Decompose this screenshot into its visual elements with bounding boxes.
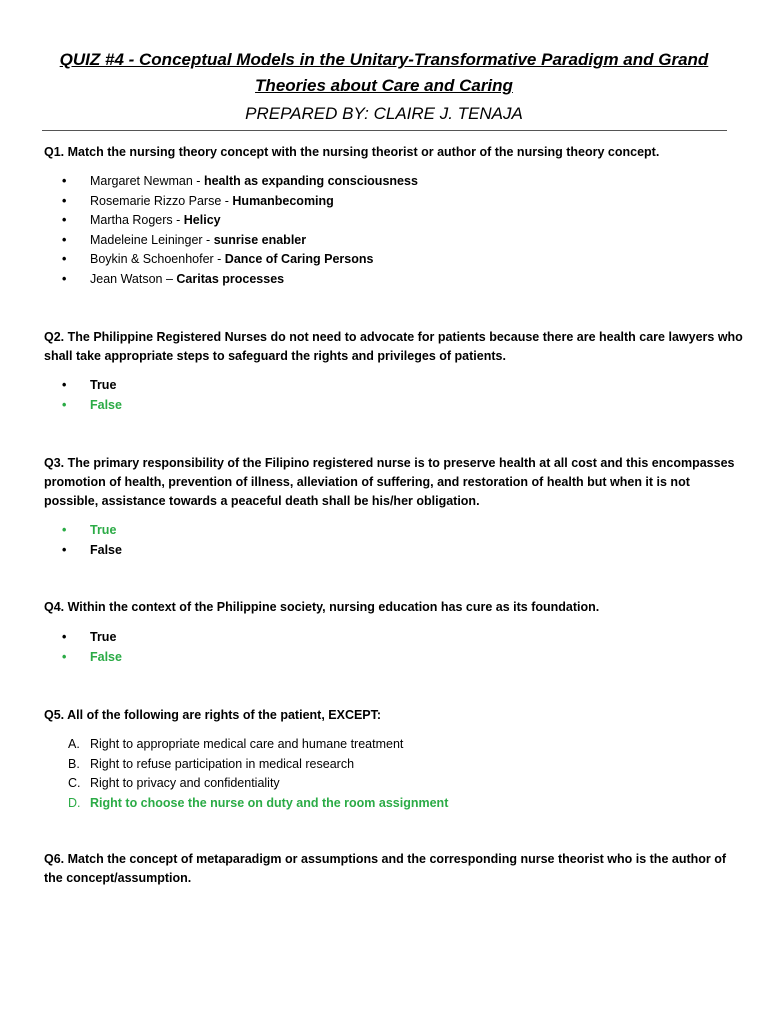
prompt-line: promotion of health, prevention of illness, alleviation of suffering, and restoration of health but when it is not bbox=[44, 475, 690, 489]
bullet-icon: • bbox=[62, 271, 67, 286]
option-label: False bbox=[90, 397, 122, 412]
theory-concept: sunrise enabler bbox=[213, 232, 307, 247]
option-label: True bbox=[90, 630, 117, 644]
option-false-correct bbox=[58, 396, 122, 416]
prompt-line: Q3. The primary responsibility of the Filipino registered nurse is to preserve health at all cost and this encompasses bbox=[44, 456, 735, 470]
bullet-icon: • bbox=[62, 649, 67, 664]
match-item bbox=[58, 231, 418, 251]
question-5-prompt bbox=[44, 706, 729, 725]
theory-concept: Caritas processes bbox=[176, 271, 285, 286]
prompt-line: possible, assistance towards a peaceful death shall be his/her obligation. bbox=[44, 494, 480, 508]
quiz-title-line-2: Theories about Care and Caring bbox=[255, 76, 513, 95]
option-text: Right to appropriate medical care and humane treatment bbox=[90, 737, 404, 751]
question-6-prompt bbox=[44, 850, 729, 888]
option-b bbox=[68, 755, 448, 775]
header-divider bbox=[42, 130, 727, 131]
theorist-name: Jean Watson – bbox=[90, 271, 177, 286]
question-3-options bbox=[58, 521, 122, 560]
theorist-name: Martha Rogers - bbox=[90, 213, 184, 227]
theorist-name: Margaret Newman - bbox=[90, 174, 204, 188]
option-letter: C. bbox=[68, 776, 81, 790]
prompt-line: the concept/assumption. bbox=[44, 871, 192, 885]
question-1-match-list bbox=[58, 172, 418, 289]
match-item bbox=[58, 172, 418, 192]
question-2-options bbox=[58, 376, 122, 415]
theorist-name: Boykin & Schoenhofer - bbox=[90, 252, 225, 266]
bullet-icon: • bbox=[62, 252, 67, 266]
question-4-options bbox=[58, 628, 122, 667]
prompt-line: Q6. Match the concept of metaparadigm or assumptions and the corresponding nurse theorist who is the author of bbox=[44, 852, 727, 866]
option-a bbox=[68, 735, 448, 755]
option-true-correct bbox=[58, 521, 122, 541]
question-5-options bbox=[68, 735, 448, 813]
option-label: True bbox=[90, 523, 117, 537]
option-true bbox=[58, 628, 122, 648]
option-true bbox=[58, 376, 122, 396]
quiz-title-line-1: QUIZ #4 - Conceptual Models in the Unitary-Transformative Paradigm and Grand bbox=[59, 50, 709, 69]
bullet-icon: • bbox=[62, 174, 67, 188]
match-item bbox=[58, 211, 418, 231]
prompt-line: Q2. The Philippine Registered Nurses do not need to advocate for patients because there are health care lawyers who bbox=[44, 330, 743, 344]
option-letter: A. bbox=[68, 737, 80, 751]
option-text: Right to choose the nurse on duty and the room assignment bbox=[90, 795, 449, 810]
theory-concept: Humanbecoming bbox=[232, 193, 334, 208]
prepared-by: PREPARED BY: CLAIRE J. TENAJA bbox=[245, 104, 523, 123]
prompt-line: Q5. All of the following are rights of the patient, EXCEPT: bbox=[44, 708, 382, 722]
theory-concept: Dance of Caring Persons bbox=[224, 252, 374, 266]
option-letter: B. bbox=[68, 756, 80, 771]
prompt-line: Q4. Within the context of the Philippine society, nursing education has cure as its foundation. bbox=[44, 600, 600, 614]
option-letter: D. bbox=[68, 795, 81, 810]
option-c bbox=[68, 774, 448, 794]
question-4-prompt bbox=[44, 598, 729, 617]
option-text: Right to privacy and confidentiality bbox=[90, 776, 280, 790]
match-item bbox=[58, 192, 418, 212]
prompt-line: Q1. Match the nursing theory concept with the nursing theorist or author of the nursing theory concept. bbox=[44, 145, 660, 159]
match-item bbox=[58, 270, 418, 290]
bullet-icon: • bbox=[62, 213, 67, 227]
option-text: Right to refuse participation in medical research bbox=[90, 756, 355, 771]
question-1-prompt bbox=[44, 143, 729, 162]
bullet-icon: • bbox=[62, 397, 67, 412]
theorist-name: Rosemarie Rizzo Parse - bbox=[90, 193, 233, 208]
bullet-icon: • bbox=[62, 542, 67, 557]
question-2-prompt bbox=[44, 328, 743, 366]
theory-concept: Helicy bbox=[183, 213, 221, 227]
bullet-icon: • bbox=[62, 232, 67, 247]
option-false-correct bbox=[58, 648, 122, 668]
bullet-icon: • bbox=[62, 378, 67, 392]
theorist-name: Madeleine Leininger - bbox=[90, 232, 214, 247]
bullet-icon: • bbox=[62, 193, 67, 208]
match-item bbox=[58, 250, 418, 270]
option-label: True bbox=[90, 378, 117, 392]
option-false bbox=[58, 541, 122, 561]
bullet-icon: • bbox=[62, 630, 67, 644]
prompt-line: shall take appropriate steps to safeguard the rights and privileges of patients. bbox=[44, 349, 506, 363]
bullet-icon: • bbox=[62, 523, 67, 537]
option-label: False bbox=[90, 542, 122, 557]
theory-concept: health as expanding consciousness bbox=[203, 174, 418, 188]
option-d-correct bbox=[68, 794, 448, 814]
option-label: False bbox=[90, 649, 122, 664]
question-3-prompt bbox=[44, 454, 735, 511]
